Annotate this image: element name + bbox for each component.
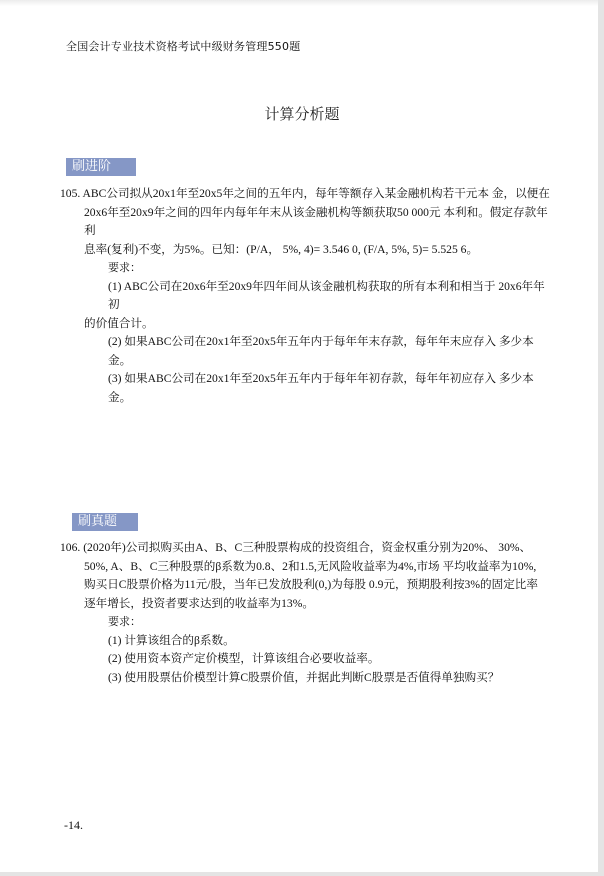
requirement-1-cont: 的价值合计。 (84, 316, 154, 330)
requirement-1: (1) 计算该组合的β系数。 (108, 633, 235, 647)
top-shadow (0, 0, 604, 6)
question-text-line: 逐年增长，投资者要求达到的收益率为13%。 (84, 596, 314, 610)
question-text-line: 息率(复利)不变，为5%。已知：(P/A， 5%, 4)= 3.546 0, (F/A, 5%, 5)= 5.525 6。 (84, 242, 479, 256)
page-header-title: 全国会计专业技术资格考试中级财务管理550题 (66, 40, 301, 53)
question-text-line: 50%, A、B、C三种股票的β系数为0.8、2和1.5,无风险收益率为4%,市场 平均收益率为10%, (84, 559, 537, 573)
requirement-3: (3) 如果ABC公司在20x1年至20x5年五年内于每年年初存款，每年年初应存入 多少本金。 (108, 372, 534, 404)
banner-real-exam (72, 513, 138, 531)
question-text-line: 106. (2020年)公司拟购买由A、B、C三种股票构成的投资组合，资金权重分别为20%、 30%、 (60, 541, 532, 554)
question-text-line: 20x6年至20x9年之间的四年内每年年末从该金融机构等额获取50 000元 本利和。假定存款年利 (84, 205, 548, 237)
requirement-1: (1) ABC公司在20x6年至20x9年四年间从该金融机构获取的所有本利和相当于 20x6年年初 (108, 279, 545, 311)
question-text-line: 105. ABC公司拟从20x1年至20x5年之间的五年内，每年等额存入某金融机构若干元本 金，以便在 (60, 187, 550, 200)
requirement-2: (2) 使用资本资产定价模型，计算该组合必要收益率。 (108, 652, 380, 665)
banner-advanced (66, 158, 136, 176)
banner-label: 刷真题 (78, 514, 118, 529)
question-text-line: 购买日C股票价格为11元/股，当年已发放股利(0,)为每股 0.9元，预期股利按3%的固定比率 (84, 578, 538, 591)
page-bottom-edge (0, 872, 604, 876)
vertical-scrollbar-track[interactable] (598, 0, 604, 876)
requirement-3: (3) 使用股票估价模型计算C股票价值，并据此判断C股票是否值得单独购买？ (108, 670, 500, 684)
requirement-2: (2) 如果ABC公司在20x1年至20x5年五年内于每年年末存款，每年年末应存入 多少本金。 (108, 335, 534, 367)
page-number: -14. (64, 818, 83, 832)
requirements-label: 要求： (108, 615, 141, 628)
question-106 (60, 539, 550, 687)
section-title: 计算分析题 (264, 105, 340, 123)
question-105 (60, 185, 550, 407)
requirements-label: 要求： (108, 261, 141, 274)
banner-label: 刷进阶 (72, 159, 112, 174)
